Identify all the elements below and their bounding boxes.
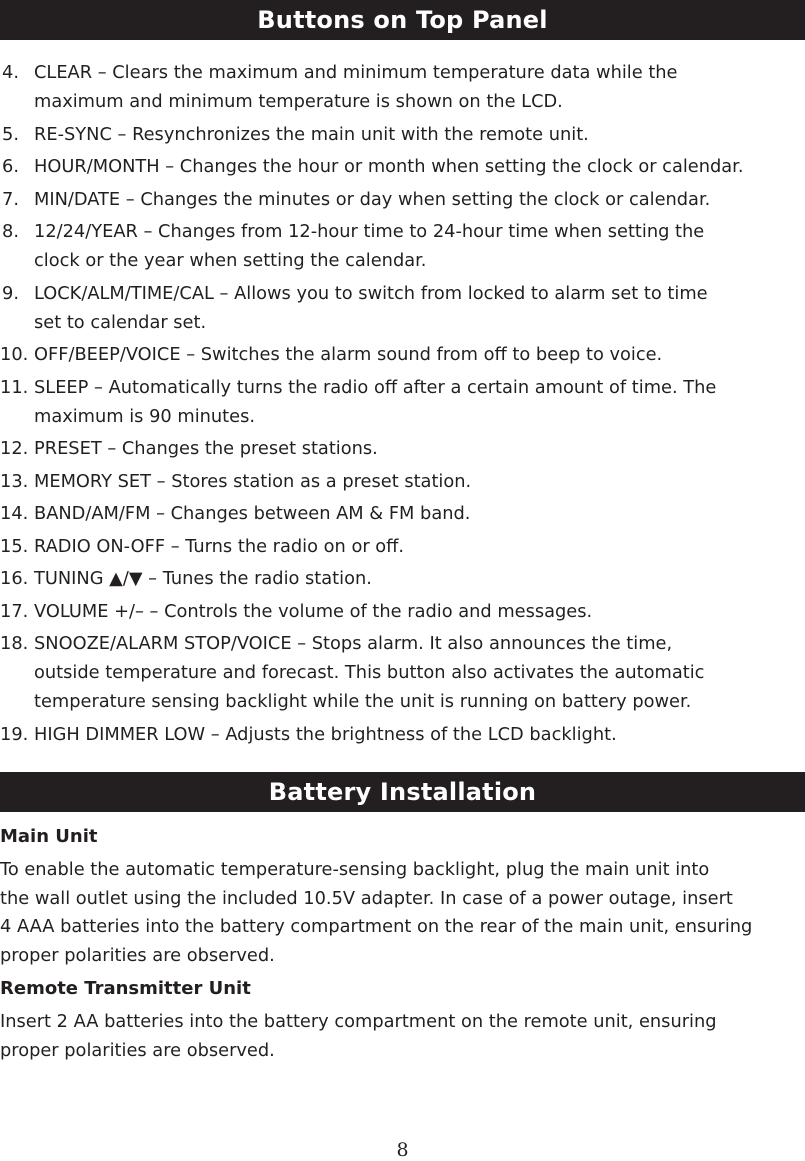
section-heading-battery [0, 772, 805, 812]
item-number: 19. [0, 723, 29, 745]
item-text-line: HOUR/MONTH – Changes the hour or month when setting the clock or calendar. [34, 156, 744, 177]
section-heading-text: Buttons on Top Panel [257, 6, 548, 34]
item-text-line: LOCK/ALM/TIME/CAL – Allows you to switch from locked to alarm set to time [34, 282, 708, 304]
item-text-line: outside temperature and forecast. This button also activates the automatic [34, 662, 705, 683]
paragraph-line: 4 AAA batteries into the battery compartment on the rear of the main unit, ensuring [0, 916, 753, 937]
item-text-line: MEMORY SET – Stores station as a preset station. [34, 470, 472, 492]
list-item [0, 58, 805, 116]
list-item [0, 434, 805, 463]
item-number: 5. [2, 123, 19, 145]
item-number: 9. [2, 282, 19, 304]
paragraph-line: the wall outlet using the included 10.5V adapter. In case of a power outage, insert [0, 887, 733, 909]
item-number: 16. [0, 568, 29, 589]
main-unit-paragraph [0, 856, 805, 970]
list-item [0, 499, 805, 528]
item-text-line: RADIO ON-OFF – Turns the radio on or off. [34, 535, 405, 557]
item-text-line: RE-SYNC – Resynchronizes the main unit with the remote unit. [34, 123, 589, 145]
item-number: 14. [0, 503, 29, 524]
list-item [0, 720, 805, 749]
list-item [0, 373, 805, 431]
item-text-line: BAND/AM/FM – Changes between AM & FM band. [34, 503, 471, 524]
item-text-line: maximum is 90 minutes. [34, 405, 256, 427]
item-text-line: PRESET – Changes the preset stations. [34, 438, 378, 459]
item-text-line: maximum and minimum temperature is shown on the LCD. [34, 91, 563, 112]
section-heading-text: Battery Installation [268, 778, 537, 806]
item-text-line: CLEAR – Clears the maximum and minimum temperature data while the [34, 62, 678, 83]
paragraph-line: proper polarities are observed. [0, 944, 275, 966]
item-text-line: 12/24/YEAR – Changes from 12-hour time to 24-hour time when setting the [34, 221, 705, 242]
paragraph-line: proper polarities are observed. [0, 1039, 275, 1061]
item-text-line: SLEEP – Automatically turns the radio off after a certain amount of time. The [34, 376, 717, 398]
item-number: 6. [2, 156, 19, 177]
item-text-line: VOLUME +/– – Controls the volume of the radio and messages. [34, 600, 593, 622]
item-text-line: TUNING ▲/▼ – Tunes the radio station. [34, 568, 372, 589]
item-number: 7. [2, 188, 19, 210]
item-number: 18. [0, 633, 29, 654]
section-heading-buttons [0, 0, 805, 40]
item-number: 13. [0, 470, 29, 492]
remote-unit-heading: Remote Transmitter Unit [0, 978, 251, 999]
item-number: 4. [2, 62, 19, 83]
item-text-line: temperature sensing backlight while the unit is running on battery power. [34, 691, 692, 712]
main-unit-heading: Main Unit [0, 826, 98, 847]
list-item [0, 629, 805, 716]
list-item [0, 120, 805, 149]
list-item [0, 185, 805, 214]
item-number: 11. [0, 376, 29, 398]
list-item [0, 532, 805, 561]
list-item [0, 217, 805, 275]
item-number: 12. [0, 438, 29, 459]
item-text-line: OFF/BEEP/VOICE – Switches the alarm sound from off to beep to voice. [34, 344, 663, 365]
item-text-line: SNOOZE/ALARM STOP/VOICE – Stops alarm. It also announces the time, [34, 633, 673, 654]
item-number: 17. [0, 600, 29, 622]
buttons-list [0, 58, 805, 752]
list-item [0, 597, 805, 626]
paragraph-line: To enable the automatic temperature-sensing backlight, plug the main unit into [0, 859, 710, 880]
page-number: 8 [396, 1139, 409, 1161]
list-item [0, 467, 805, 496]
paragraph-line: Insert 2 AA batteries into the battery compartment on the remote unit, ensuring [0, 1011, 717, 1032]
list-item [0, 152, 805, 181]
item-text-line: clock or the year when setting the calendar. [34, 250, 427, 271]
item-number: 10. [0, 344, 29, 365]
item-text-line: set to calendar set. [34, 311, 207, 333]
remote-unit-paragraph [0, 1008, 805, 1065]
item-text-line: HIGH DIMMER LOW – Adjusts the brightness of the LCD backlight. [34, 723, 617, 745]
battery-installation-section [0, 822, 805, 1069]
item-number: 8. [2, 221, 19, 242]
item-text-line: MIN/DATE – Changes the minutes or day when setting the clock or calendar. [34, 188, 711, 210]
list-item [0, 279, 805, 337]
list-item [0, 564, 805, 593]
list-item [0, 340, 805, 369]
item-number: 15. [0, 535, 29, 557]
